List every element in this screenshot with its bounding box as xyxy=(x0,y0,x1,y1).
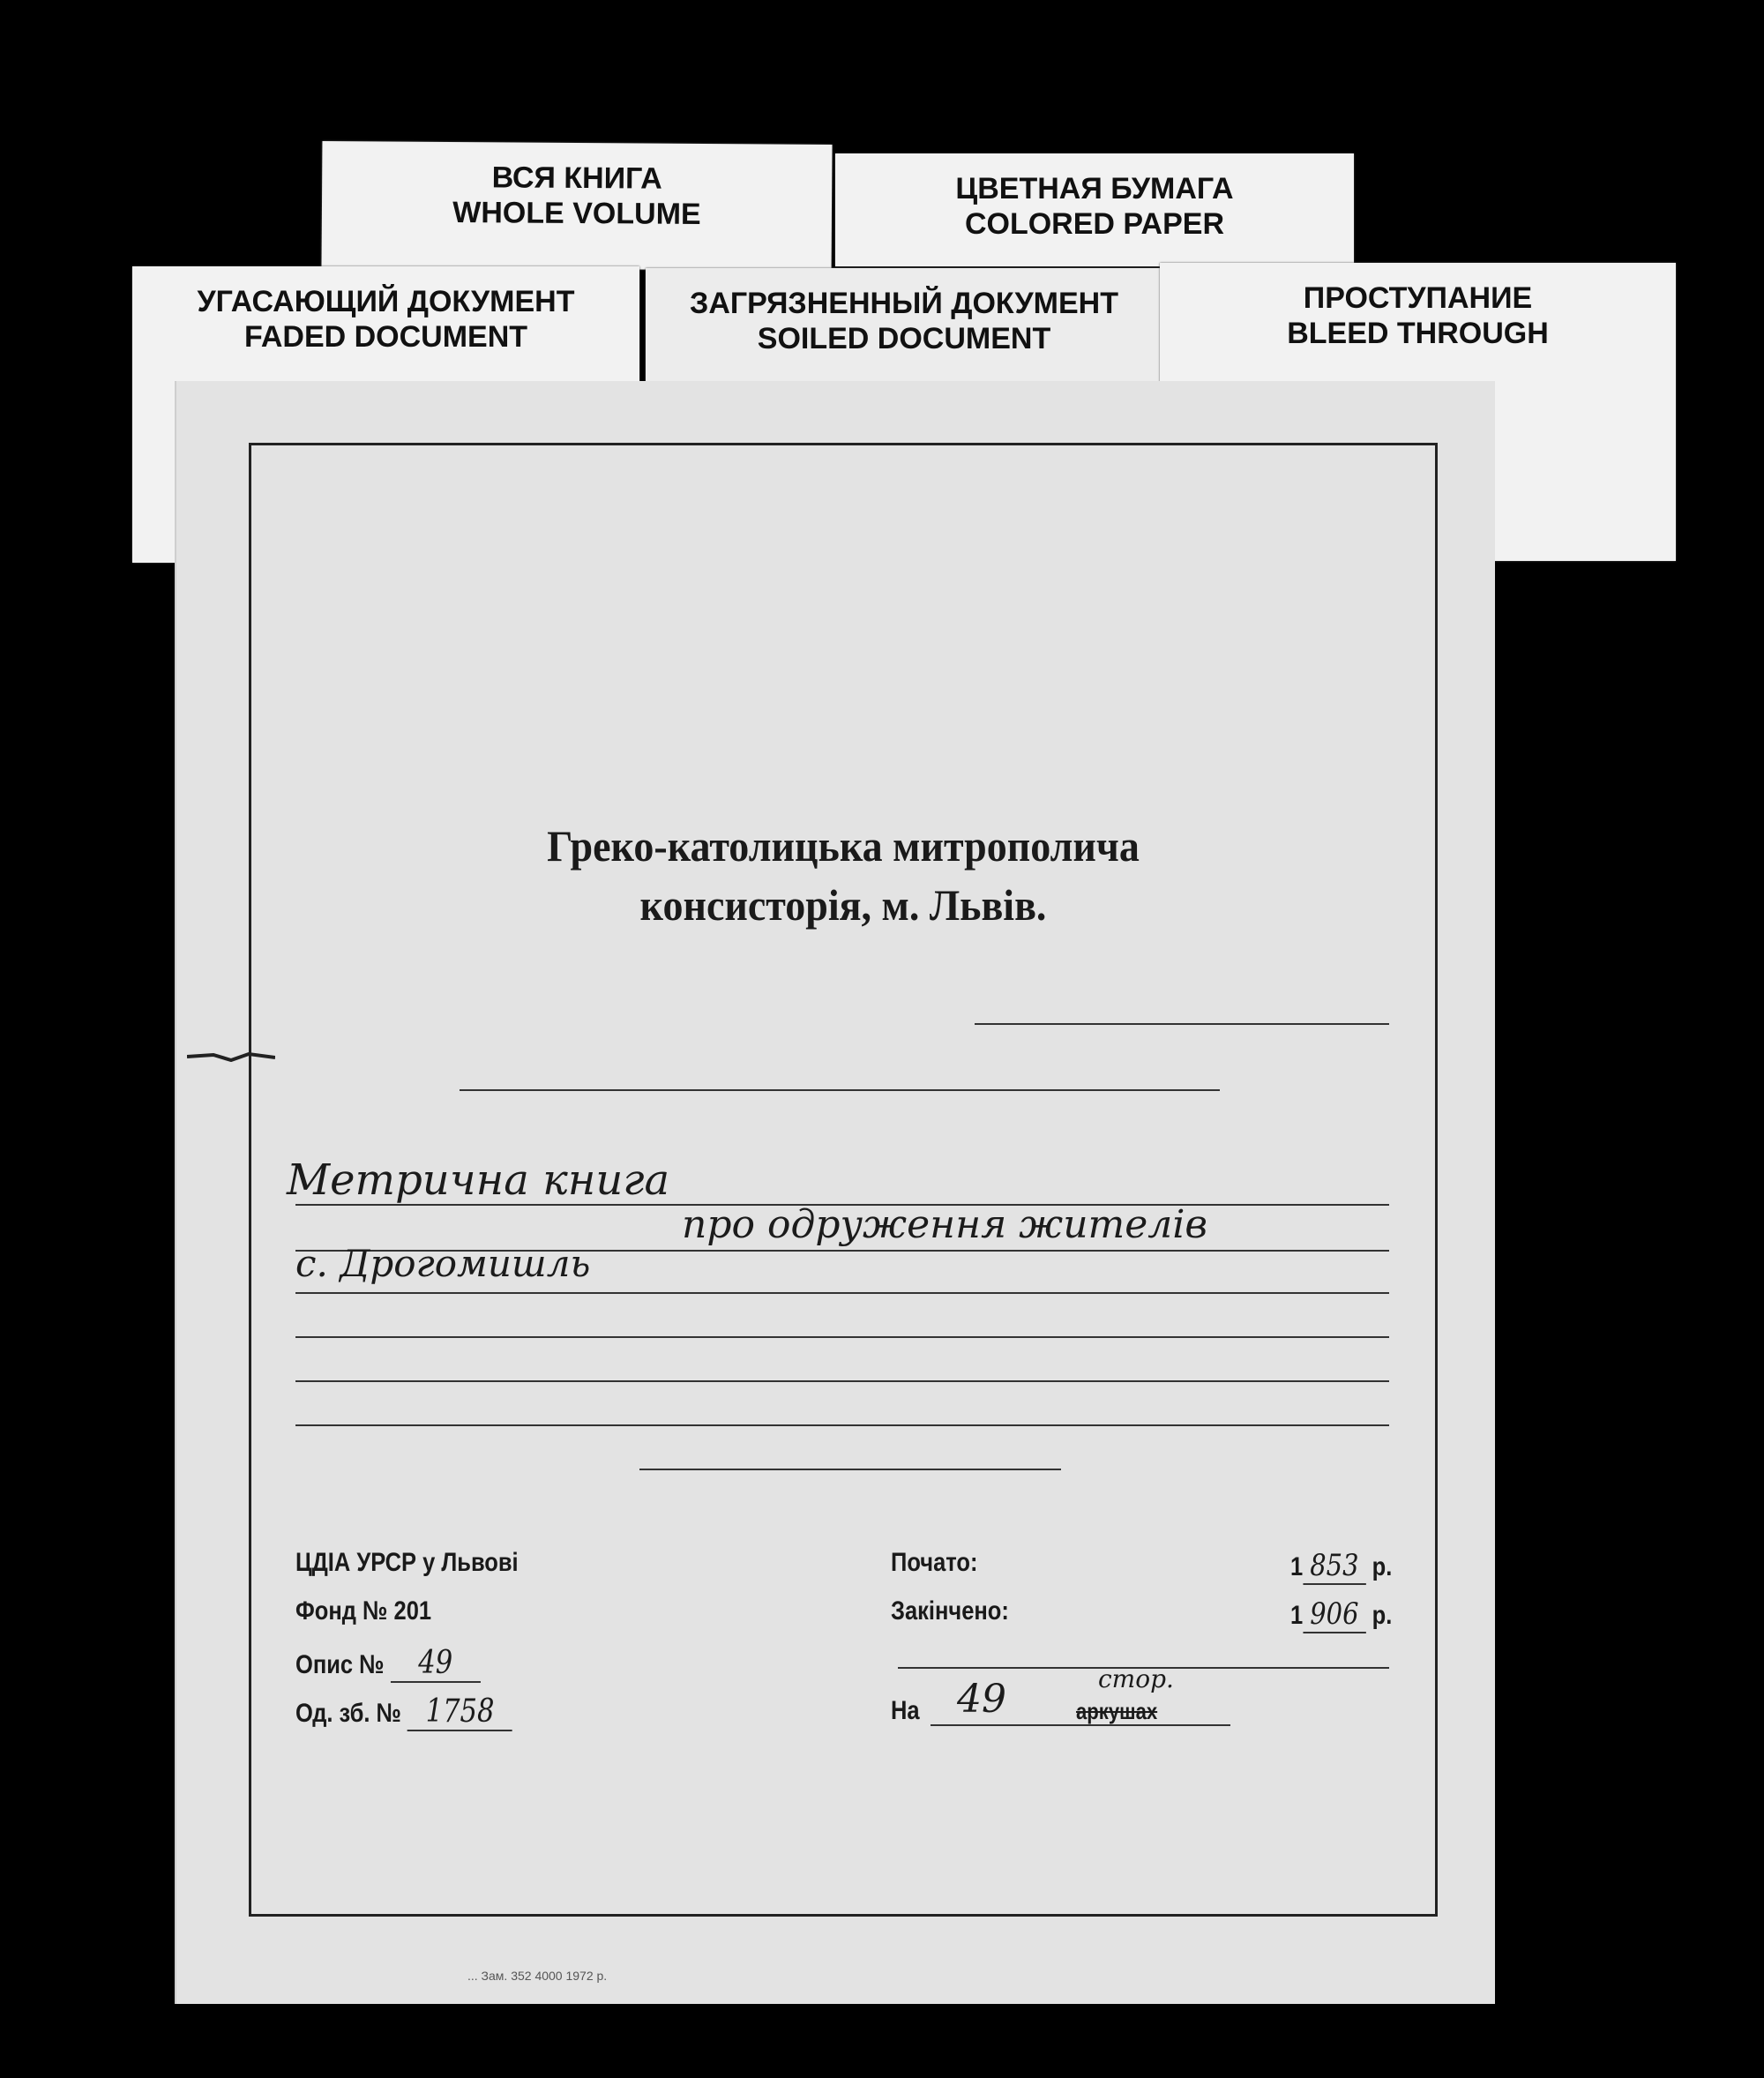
rule-1 xyxy=(975,1023,1389,1025)
ended-value: 906 xyxy=(1303,1596,1365,1633)
pages-unit-handwritten: стор. xyxy=(1098,1664,1174,1693)
handwritten-line-1: Метрична книга xyxy=(287,1155,670,1205)
document-cover xyxy=(175,381,1495,2004)
tab-bleed-through-en: BLEED THROUGH xyxy=(1287,317,1549,350)
cover-frame xyxy=(249,443,1438,1917)
started-label: Почато: xyxy=(891,1548,978,1577)
pages-unit-printed: аркушах xyxy=(1076,1698,1158,1724)
rule-7 xyxy=(295,1380,1389,1382)
handwritten-line-2: про одруження жителів xyxy=(682,1202,1207,1247)
tab-bleed-through-ru: ПРОСТУПАНИЕ xyxy=(1303,281,1533,315)
ended-year xyxy=(1290,1596,1392,1633)
tab-colored-paper-en: COLORED PAPER xyxy=(964,207,1225,241)
od-zb-value: 1758 xyxy=(407,1693,512,1731)
opys-value: 49 xyxy=(391,1645,481,1683)
tab-whole-volume-ru: ВСЯ КНИГА xyxy=(491,161,662,196)
tab-faded-document-en: FADED DOCUMENT xyxy=(243,320,528,354)
tab-whole-volume xyxy=(322,141,833,271)
pages-count: 49 xyxy=(957,1677,1006,1722)
rule-5 xyxy=(295,1292,1389,1294)
od-zb-label: Од. зб. № xyxy=(295,1699,401,1728)
rule-2 xyxy=(460,1089,1220,1091)
rule-9 xyxy=(639,1469,1061,1470)
tab-whole-volume-en: WHOLE VOLUME xyxy=(452,196,701,231)
tab-colored-paper-ru: ЦВЕТНАЯ БУМАГА xyxy=(955,172,1234,206)
started-value: 853 xyxy=(1303,1548,1365,1585)
tab-soiled-document-ru: ЗАГРЯЗНЕННЫЙ ДОКУМЕНТ xyxy=(690,287,1118,320)
handwritten-line-3: с. Дрогомишль xyxy=(295,1242,591,1285)
ended-prefix: 1 xyxy=(1290,1601,1304,1630)
started-suffix: р. xyxy=(1372,1552,1393,1581)
rule-8 xyxy=(295,1424,1389,1426)
pages-prefix: На xyxy=(891,1696,920,1725)
fond-value: 201 xyxy=(393,1596,432,1626)
started-year xyxy=(1290,1548,1392,1585)
pages-line xyxy=(891,1696,920,1726)
opys-label: Опис № xyxy=(295,1650,385,1679)
started-prefix: 1 xyxy=(1290,1552,1304,1581)
rule-6 xyxy=(295,1336,1389,1338)
archive-institution: ЦДІА УРСР у Львові xyxy=(295,1548,519,1577)
title-line-1: Греко-католицька митрополича xyxy=(547,821,1140,871)
fond-label: Фонд № xyxy=(295,1596,388,1626)
tab-soiled-document-en: SOILED DOCUMENT xyxy=(757,322,1051,355)
fond-line xyxy=(295,1596,431,1626)
tab-soiled-document xyxy=(646,268,1162,390)
ended-label: Закінчено: xyxy=(891,1596,1009,1626)
opys-line xyxy=(295,1645,481,1683)
tab-faded-document-ru: УГАСАЮЩИЙ ДОКУМЕНТ xyxy=(197,285,575,318)
ended-suffix: р. xyxy=(1372,1601,1393,1630)
title-line-2: консисторія, м. Львів. xyxy=(639,880,1047,930)
od-zb-line xyxy=(295,1693,512,1731)
tab-colored-paper xyxy=(835,153,1354,266)
print-footer: ... Зам. 352 4000 1972 р. xyxy=(467,1969,608,1983)
